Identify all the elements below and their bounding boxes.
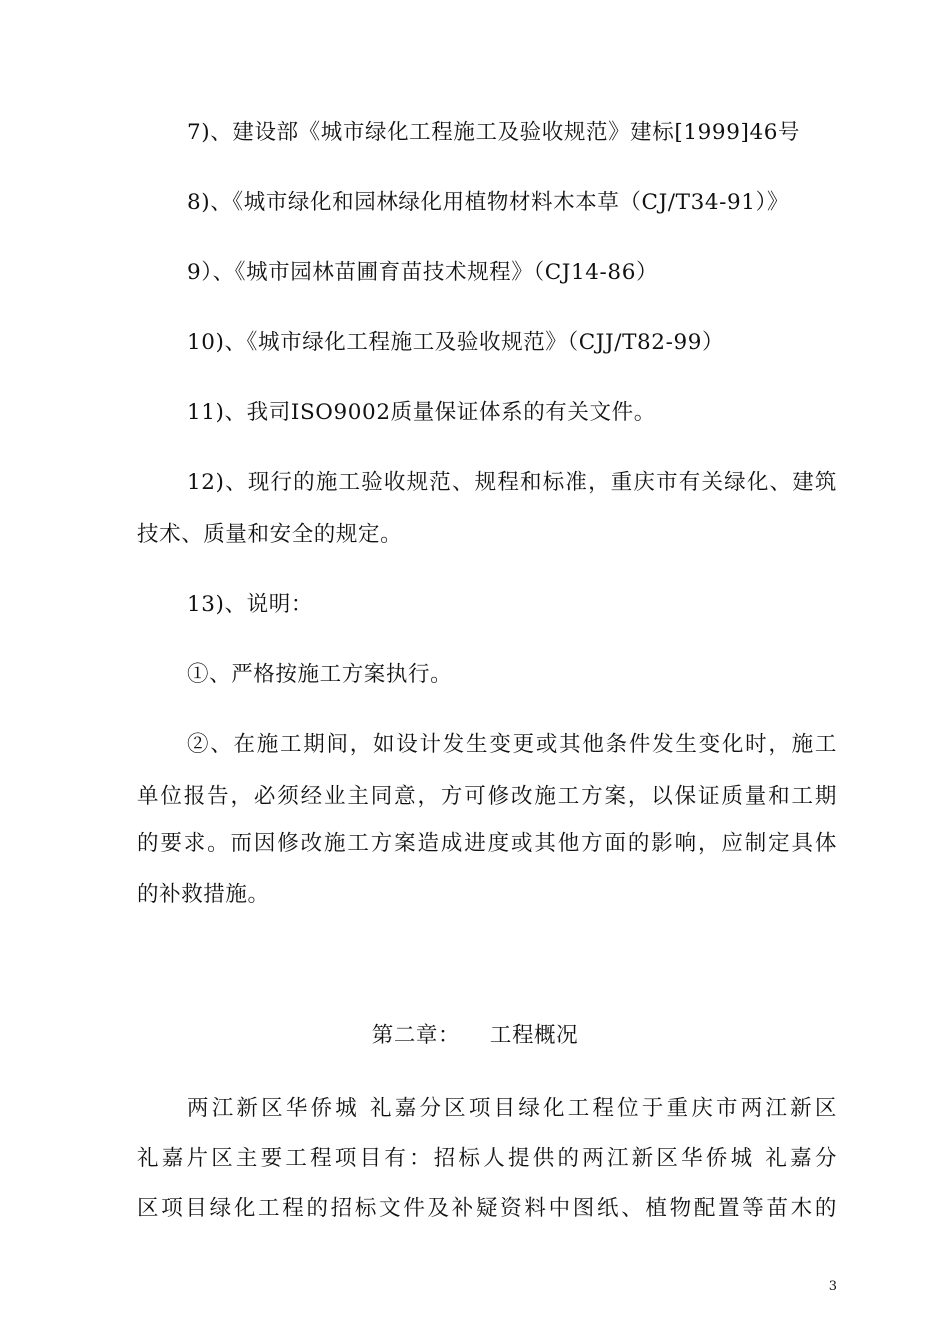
reference-item-12-line-2: 技术、质量和安全的规定。 bbox=[137, 522, 403, 547]
reference-item-11: 11)、我司ISO9002质量保证体系的有关文件。 bbox=[187, 400, 656, 425]
reference-item-12-line-1: 12)、现行的施工验收规范、规程和标准，重庆市有关绿化、建筑 bbox=[187, 470, 837, 495]
page-number: 3 bbox=[828, 1279, 837, 1294]
reference-item-7: 7)、建设部《城市绿化工程施工及验收规范》建标[1999]46号 bbox=[187, 120, 801, 145]
chapter-heading: 第二章： 工程概况 bbox=[371, 1023, 579, 1048]
overview-paragraph-line-1: 两江新区华侨城 礼嘉分区项目绿化工程位于重庆市两江新区 bbox=[187, 1096, 837, 1121]
overview-paragraph-line-3: 区项目绿化工程的招标文件及补疑资料中图纸、植物配置等苗木的 bbox=[137, 1196, 837, 1221]
reference-item-8: 8)、《城市绿化和园林绿化用植物材料木本草（CJ/T34-91）》 bbox=[187, 190, 790, 215]
reference-item-9: 9）、《城市园林苗圃育苗技术规程》（CJ14-86） bbox=[187, 260, 659, 285]
reference-item-13: 13)、说明： bbox=[187, 592, 313, 617]
note-item-2-line-4: 的补救措施。 bbox=[137, 882, 270, 907]
note-item-2-line-1: ②、在施工期间，如设计发生变更或其他条件发生变化时，施工 bbox=[187, 732, 837, 757]
note-item-2-line-2: 单位报告，必须经业主同意，方可修改施工方案，以保证质量和工期 bbox=[137, 784, 837, 809]
note-item-2-line-3: 的要求。而因修改施工方案造成进度或其他方面的影响，应制定具体 bbox=[137, 831, 837, 856]
reference-item-10: 10)、《城市绿化工程施工及验收规范》（CJJ/T82-99） bbox=[187, 330, 725, 355]
note-item-1: ①、严格按施工方案执行。 bbox=[187, 662, 453, 687]
overview-paragraph-line-2: 礼嘉片区主要工程项目有：招标人提供的两江新区华侨城 礼嘉分 bbox=[137, 1146, 837, 1171]
